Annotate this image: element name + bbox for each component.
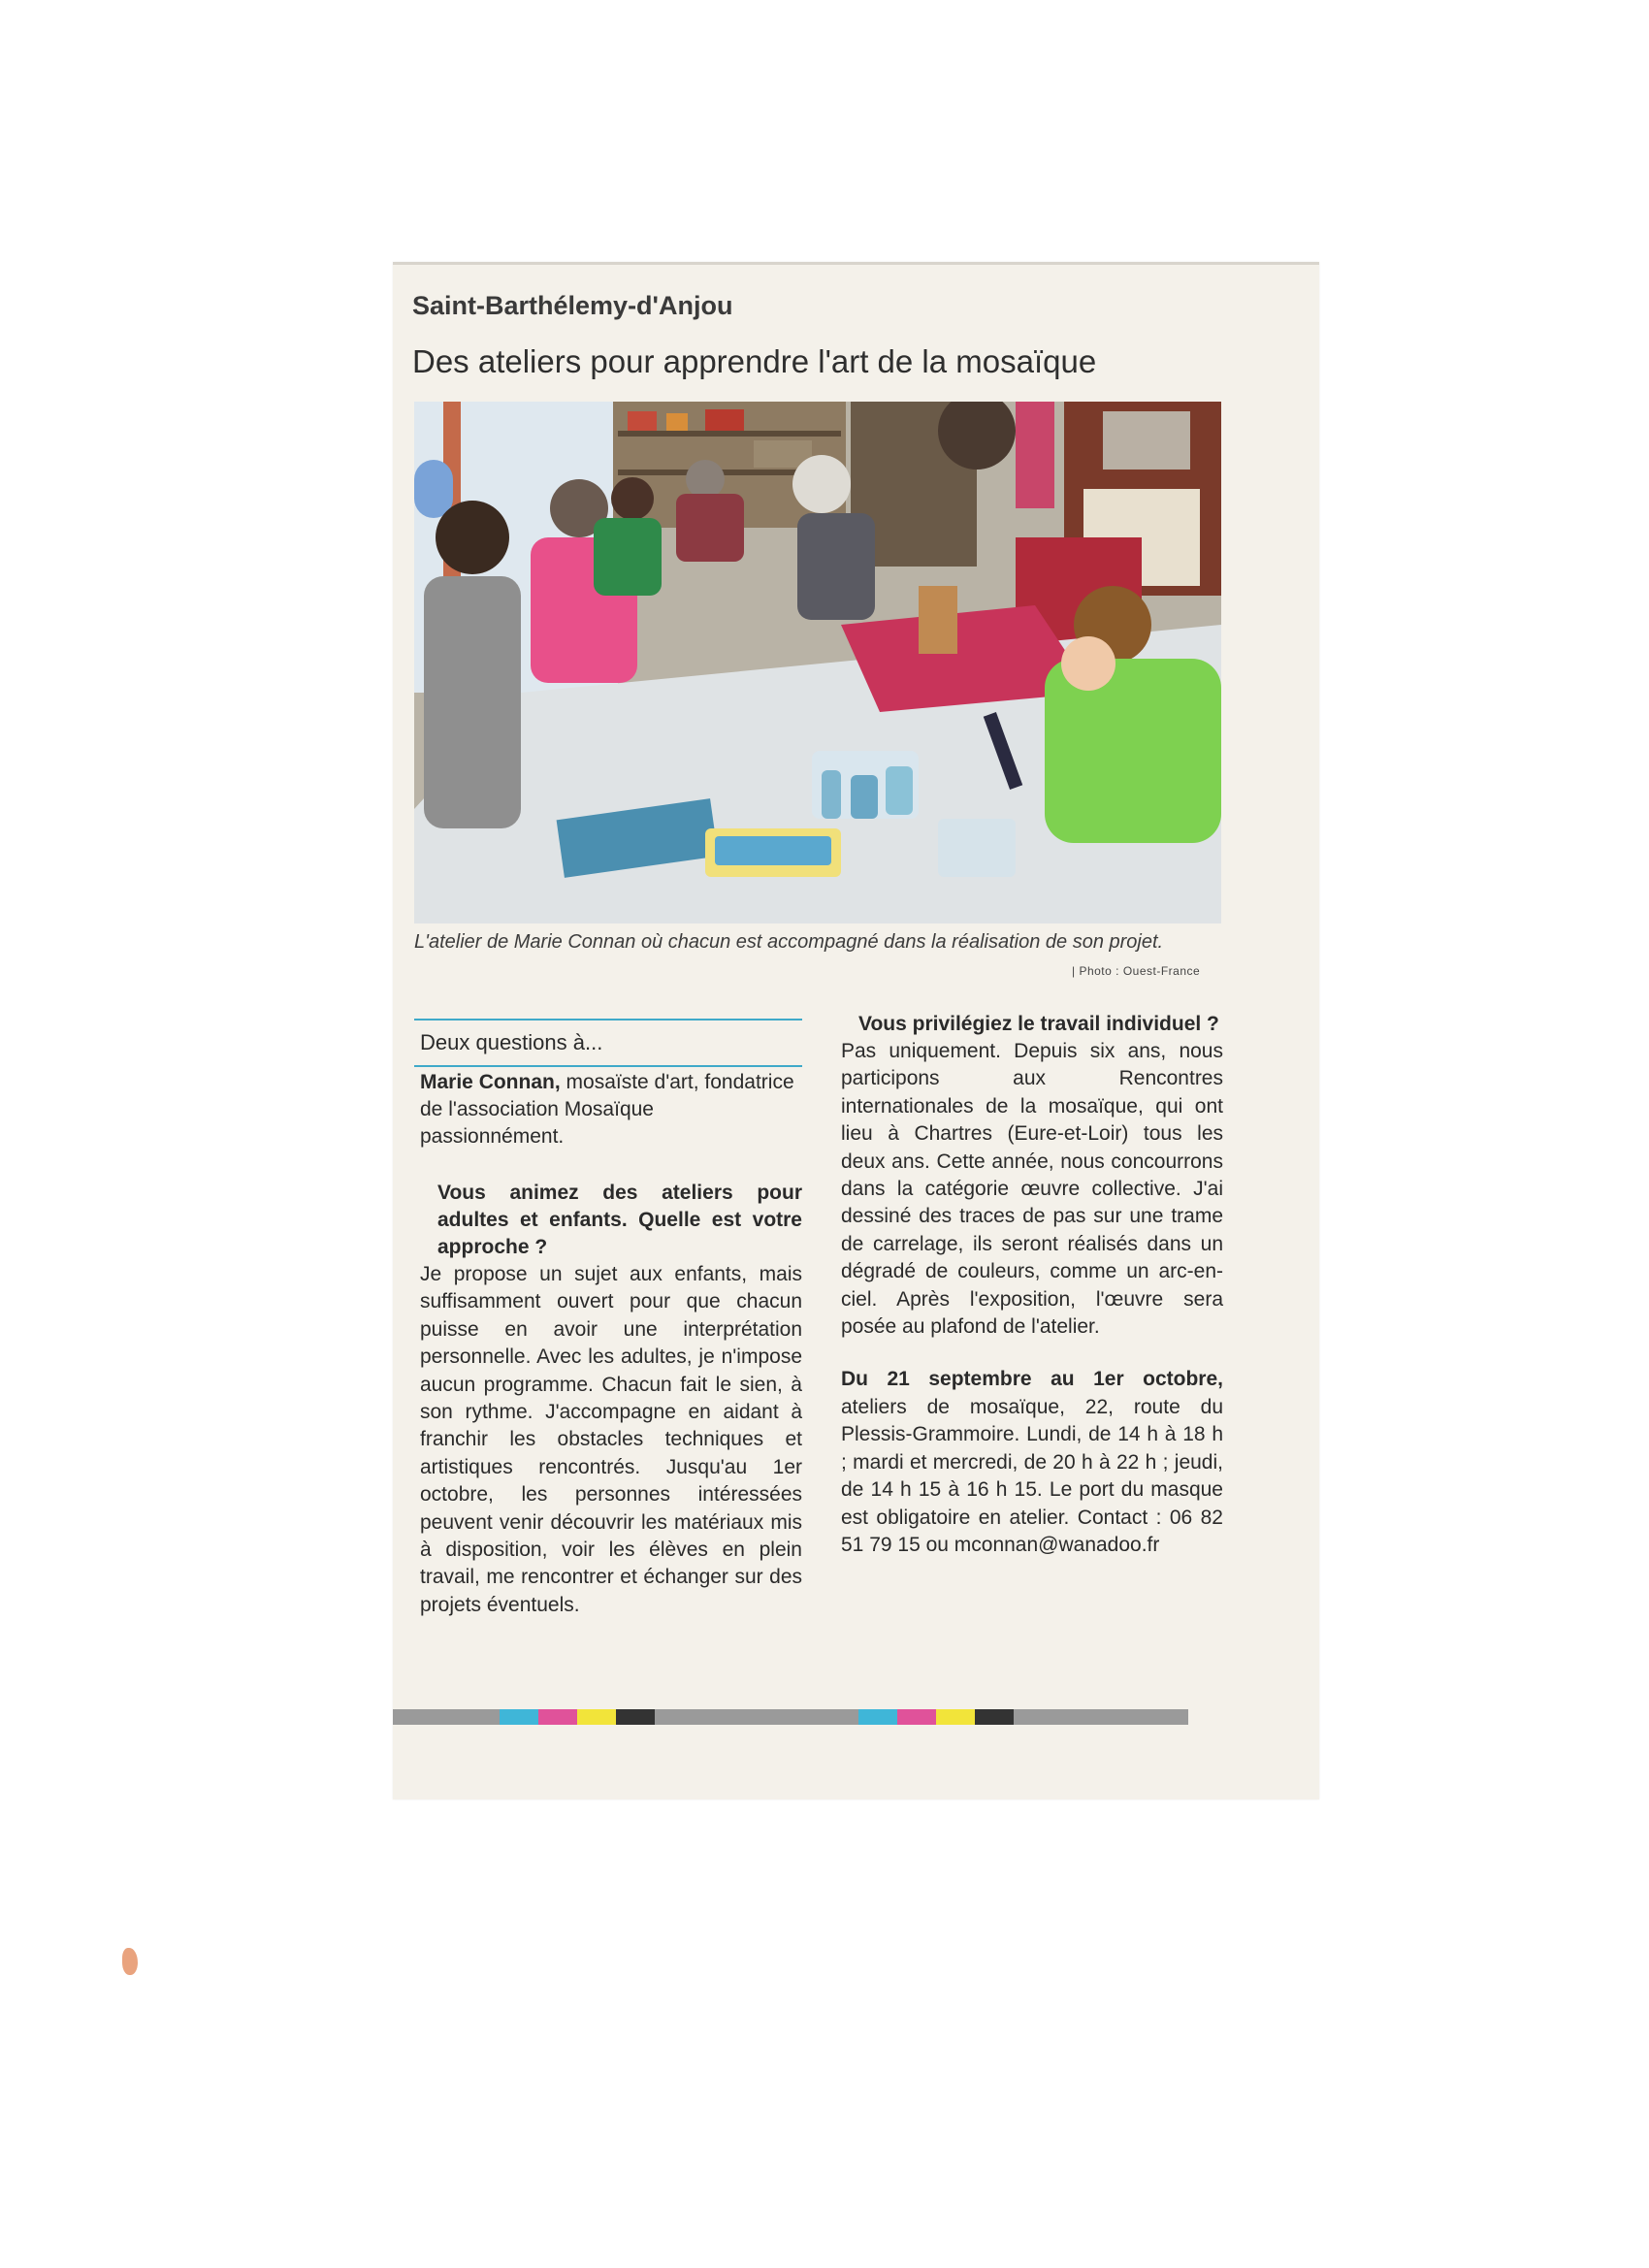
photo-credit: | Photo : Ouest-France [1072, 964, 1201, 978]
print-bar-swatch [655, 1709, 858, 1725]
print-bar-swatch [975, 1709, 1014, 1725]
print-bar-swatch [577, 1709, 616, 1725]
question-1: Vous animez des ateliers pour adultes et enfants. Quelle est votre approche ? [437, 1182, 802, 1258]
question-2: Vous privilégiez le travail individuel ? [858, 1013, 1219, 1035]
clipping-top-edge [393, 262, 1319, 265]
article-headline: Des ateliers pour apprendre l'art de la mosaïque [412, 343, 1097, 379]
print-bar-swatch [538, 1709, 577, 1725]
print-bar-swatch [616, 1709, 655, 1725]
print-bar-swatch [858, 1709, 897, 1725]
interviewee-description: mosaïste d'art, fondatrice de l'association Mosaïque passionnément. [420, 1071, 794, 1148]
answer-2: Pas uniquement. Depuis six ans, nous participons aux Rencontres internationales de la mosaïque, qui ont lieu à Chartres (Eure-et-Loir) tous les deux ans. Cette année, nous concourrons dans la catégorie œuvre collective. J'ai dessiné des traces de pas sur une trame de carrelage, ils seront réalisés dans un dégradé de couleurs, comme un arc-en-ciel. Après l'exposition, l'œuvre sera posée au plafond de l'atelier. [841, 1040, 1223, 1339]
print-bar-swatch [1014, 1709, 1188, 1725]
workshop-photo [414, 402, 1221, 923]
commune-heading: Saint-Barthélemy-d'Anjou [412, 291, 733, 320]
print-bar-swatch [393, 1709, 500, 1725]
print-bar-swatch [500, 1709, 538, 1725]
left-column [414, 1019, 802, 1619]
event-dates: Du 21 septembre au 1er octobre, [841, 1368, 1223, 1391]
print-bar-swatch [897, 1709, 936, 1725]
newspaper-clipping [393, 262, 1319, 1799]
paper-stain [122, 1948, 138, 1975]
interviewee-name: Marie Connan, [420, 1071, 561, 1093]
answer-1: Je propose un sujet aux enfants, mais suffisamment ouvert pour que chacun puisse en avoir une interprétation personnelle. Avec les adultes, je n'impose aucun programme. Chacun fait le sien, à son rythme. J'accompagne en aidant à franchir les obstacles techniques et artistiques rencontrés. Jusqu'au 1er octobre, les personnes intéressées peuvent venir découvrir les matériaux mis à disposition, voir les élèves en plein travail, me rencontrer et échanger sur des projets éventuels. [420, 1263, 802, 1616]
event-details: ateliers de mosaïque, 22, route du Plessis-Grammoire. Lundi, de 14 h à 18 h ; mardi et mercredi, de 20 h à 22 h ; jeudi, de 14 h 15 à 16 h 15. Le port du masque est obligatoire en atelier. Contact : 06 82 51 79 15 ou mconnan@wanadoo.fr [841, 1395, 1223, 1556]
interviewee-intro [420, 1069, 802, 1150]
event-info [841, 1366, 1223, 1559]
print-color-bar [393, 1709, 1188, 1725]
photo-caption: L'atelier de Marie Connan où chacun est accompagné dans la réalisation de son projet. [414, 931, 1164, 953]
print-bar-swatch [936, 1709, 975, 1725]
section-title: Deux questions à... [420, 1030, 603, 1054]
right-column [835, 1011, 1223, 1559]
